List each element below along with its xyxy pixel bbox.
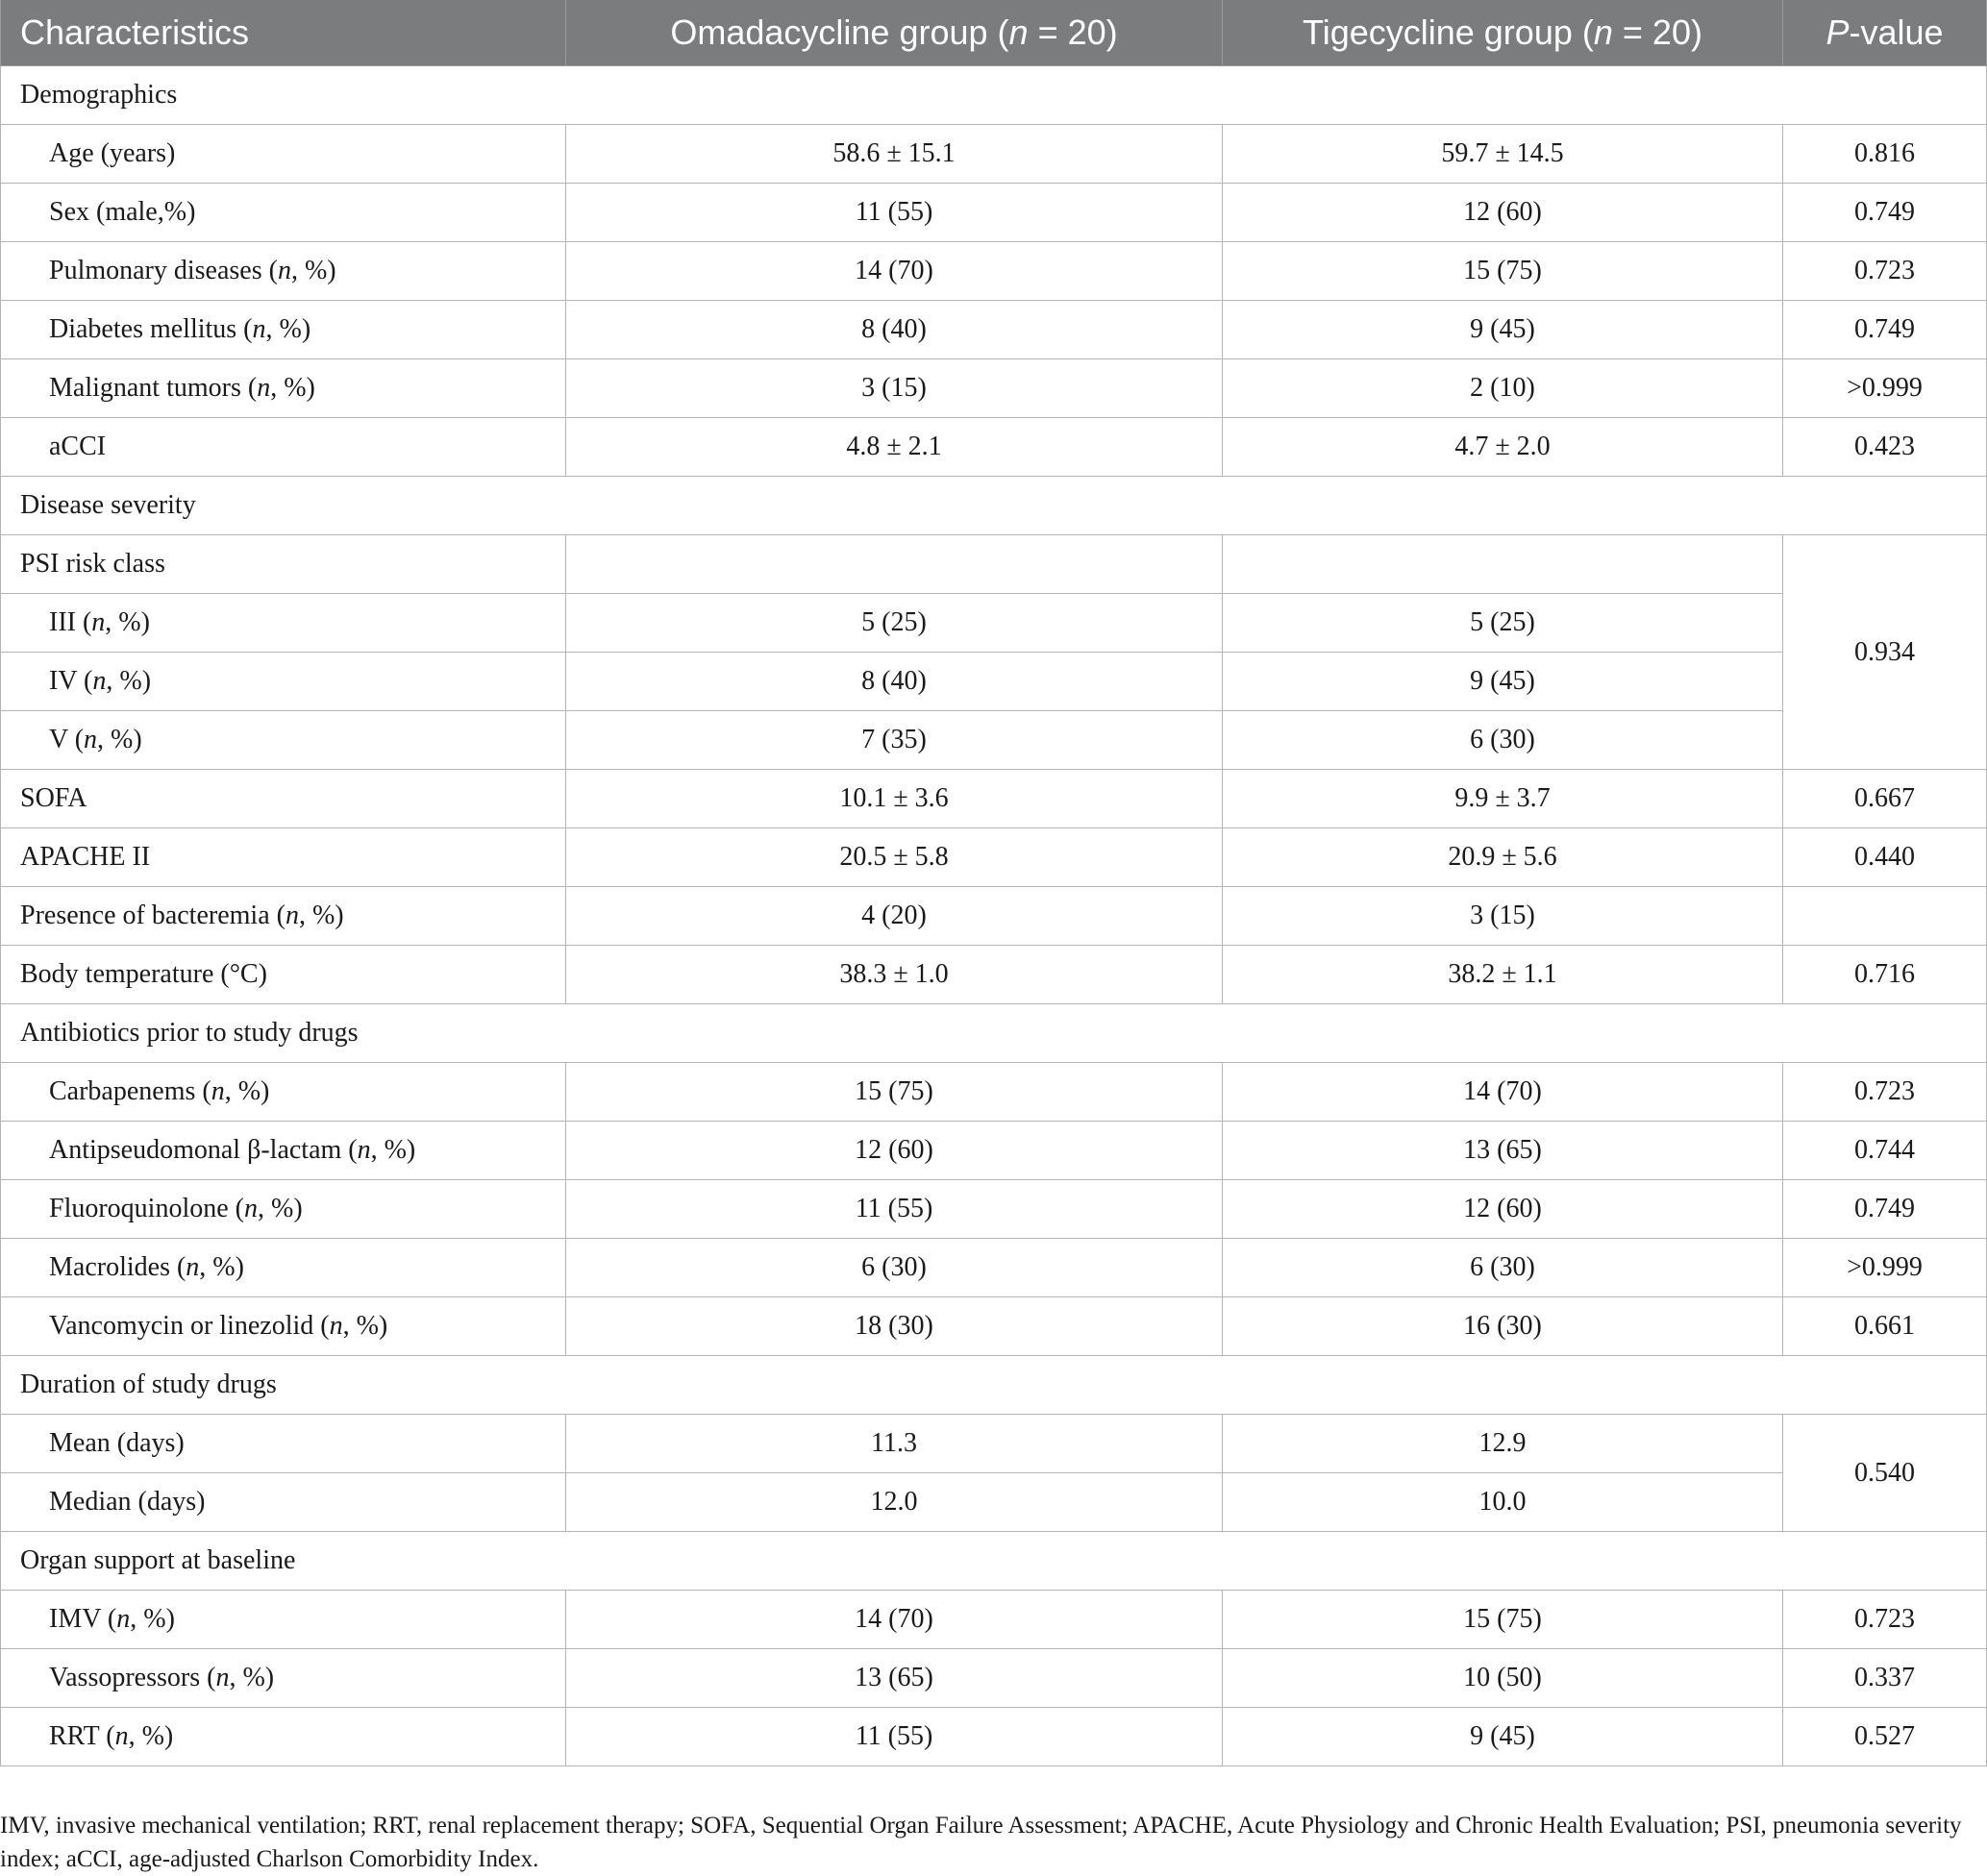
- section-label: Demographics: [1, 66, 1987, 125]
- row-label: V (n, %): [1, 711, 566, 770]
- omadacycline-value: 10.1 ± 3.6: [566, 770, 1223, 828]
- omadacycline-value: 15 (75): [566, 1063, 1223, 1122]
- omadacycline-value: 7 (35): [566, 711, 1223, 770]
- p-value: 0.440: [1783, 828, 1987, 887]
- header-characteristics: Characteristics: [1, 0, 566, 66]
- table-row: [1, 1415, 1987, 1473]
- omadacycline-value: 58.6 ± 15.1: [566, 125, 1223, 184]
- table-row: [1, 1239, 1987, 1297]
- p-value: 0.661: [1783, 1297, 1987, 1356]
- p-value: 0.816: [1783, 125, 1987, 184]
- table-row: [1, 359, 1987, 418]
- row-label: SOFA: [1, 770, 566, 828]
- row-label: PSI risk class: [1, 535, 566, 594]
- tigecycline-value: 6 (30): [1223, 1239, 1783, 1297]
- tigecycline-value: 16 (30): [1223, 1297, 1783, 1356]
- tigecycline-value: 3 (15): [1223, 887, 1783, 946]
- section-row: [1, 1356, 1987, 1415]
- omadacycline-value: 11 (55): [566, 1180, 1223, 1239]
- omadacycline-value: 11.3: [566, 1415, 1223, 1473]
- tigecycline-value: 12 (60): [1223, 1180, 1783, 1239]
- section-label: Organ support at baseline: [1, 1532, 1987, 1591]
- p-value: 0.744: [1783, 1122, 1987, 1180]
- row-label: IMV (n, %): [1, 1591, 566, 1649]
- table-row: [1, 125, 1987, 184]
- tigecycline-value: 10 (50): [1223, 1649, 1783, 1708]
- table-row: [1, 1063, 1987, 1122]
- row-label: aCCI: [1, 418, 566, 477]
- table-row: [1, 184, 1987, 242]
- omadacycline-value: 5 (25): [566, 594, 1223, 653]
- row-label: Mean (days): [1, 1415, 566, 1473]
- section-label: Disease severity: [1, 477, 1987, 535]
- row-label: Pulmonary diseases (n, %): [1, 242, 566, 301]
- omadacycline-value: 8 (40): [566, 301, 1223, 359]
- row-label: APACHE II: [1, 828, 566, 887]
- omadacycline-value: 6 (30): [566, 1239, 1223, 1297]
- table-row: [1, 946, 1987, 1004]
- row-label: Malignant tumors (n, %): [1, 359, 566, 418]
- omadacycline-value: 38.3 ± 1.0: [566, 946, 1223, 1004]
- section-row: [1, 66, 1987, 125]
- omadacycline-value: 12.0: [566, 1473, 1223, 1532]
- table-row: [1, 242, 1987, 301]
- header-tigecycline: Tigecycline group (n = 20): [1223, 0, 1783, 66]
- tigecycline-value: 38.2 ± 1.1: [1223, 946, 1783, 1004]
- row-label: III (n, %): [1, 594, 566, 653]
- row-label: Antipseudomonal β-lactam (n, %): [1, 1122, 566, 1180]
- table-row: [1, 887, 1987, 946]
- tigecycline-value: 15 (75): [1223, 242, 1783, 301]
- p-value: >0.999: [1783, 1239, 1987, 1297]
- table-row: [1, 1591, 1987, 1649]
- tigecycline-value: 9 (45): [1223, 653, 1783, 711]
- section-row: [1, 477, 1987, 535]
- row-label: IV (n, %): [1, 653, 566, 711]
- p-value: >0.999: [1783, 359, 1987, 418]
- tigecycline-value: [1223, 535, 1783, 594]
- p-value: 0.667: [1783, 770, 1987, 828]
- tigecycline-value: 9 (45): [1223, 301, 1783, 359]
- table-row: [1, 711, 1987, 770]
- table-row: [1, 535, 1987, 594]
- p-value: 0.723: [1783, 1591, 1987, 1649]
- row-label: Vancomycin or linezolid (n, %): [1, 1297, 566, 1356]
- table-row: [1, 1649, 1987, 1708]
- tigecycline-value: 9.9 ± 3.7: [1223, 770, 1783, 828]
- tigecycline-value: 59.7 ± 14.5: [1223, 125, 1783, 184]
- omadacycline-value: 4 (20): [566, 887, 1223, 946]
- omadacycline-value: 3 (15): [566, 359, 1223, 418]
- table-row: [1, 594, 1987, 653]
- section-label: Duration of study drugs: [1, 1356, 1987, 1415]
- table-row: [1, 1297, 1987, 1356]
- tigecycline-value: 13 (65): [1223, 1122, 1783, 1180]
- row-label: Macrolides (n, %): [1, 1239, 566, 1297]
- row-label: Fluoroquinolone (n, %): [1, 1180, 566, 1239]
- omadacycline-value: 14 (70): [566, 1591, 1223, 1649]
- tigecycline-value: 9 (45): [1223, 1708, 1783, 1766]
- tigecycline-value: 6 (30): [1223, 711, 1783, 770]
- omadacycline-value: 13 (65): [566, 1649, 1223, 1708]
- row-label: Body temperature (°C): [1, 946, 566, 1004]
- row-label: Vassopressors (n, %): [1, 1649, 566, 1708]
- omadacycline-value: 4.8 ± 2.1: [566, 418, 1223, 477]
- header-p-value: P-value: [1783, 0, 1987, 66]
- row-label: Age (years): [1, 125, 566, 184]
- section-row: [1, 1532, 1987, 1591]
- row-label: Carbapenems (n, %): [1, 1063, 566, 1122]
- tigecycline-value: 4.7 ± 2.0: [1223, 418, 1783, 477]
- omadacycline-value: 12 (60): [566, 1122, 1223, 1180]
- table-row: [1, 653, 1987, 711]
- table-footnote: IMV, invasive mechanical ventilation; RRT, renal replacement therapy; SOFA, Sequential Organ Failure Assessment; APACHE, Acute Physiology and Chronic Health Evaluation; PSI, pneumonia severity index; aCCI, age-adjusted Charlson Comorbidity Index.: [0, 1813, 1962, 1872]
- tigecycline-value: 12 (60): [1223, 184, 1783, 242]
- omadacycline-value: 8 (40): [566, 653, 1223, 711]
- row-label: Median (days): [1, 1473, 566, 1532]
- p-value: 0.723: [1783, 1063, 1987, 1122]
- p-value: 0.540: [1783, 1415, 1987, 1532]
- tigecycline-value: 12.9: [1223, 1415, 1783, 1473]
- p-value: [1783, 887, 1987, 946]
- table-body: [1, 66, 1987, 1766]
- p-value: 0.723: [1783, 242, 1987, 301]
- table-row: [1, 770, 1987, 828]
- p-value: 0.716: [1783, 946, 1987, 1004]
- table-row: [1, 418, 1987, 477]
- p-value: 0.337: [1783, 1649, 1987, 1708]
- row-label: RRT (n, %): [1, 1708, 566, 1766]
- tigecycline-value: 10.0: [1223, 1473, 1783, 1532]
- section-label: Antibiotics prior to study drugs: [1, 1004, 1987, 1063]
- row-label: Sex (male,%): [1, 184, 566, 242]
- p-value: 0.749: [1783, 301, 1987, 359]
- omadacycline-value: 14 (70): [566, 242, 1223, 301]
- header-omadacycline: Omadacycline group (n = 20): [566, 0, 1223, 66]
- tigecycline-value: 2 (10): [1223, 359, 1783, 418]
- omadacycline-value: [566, 535, 1223, 594]
- tigecycline-value: 5 (25): [1223, 594, 1783, 653]
- table-row: [1, 301, 1987, 359]
- section-row: [1, 1004, 1987, 1063]
- p-value: 0.749: [1783, 184, 1987, 242]
- table-row: [1, 828, 1987, 887]
- row-label: Presence of bacteremia (n, %): [1, 887, 566, 946]
- header-row: [1, 0, 1987, 66]
- omadacycline-value: 11 (55): [566, 1708, 1223, 1766]
- omadacycline-value: 20.5 ± 5.8: [566, 828, 1223, 887]
- p-value: 0.934: [1783, 535, 1987, 770]
- p-value: 0.749: [1783, 1180, 1987, 1239]
- tigecycline-value: 20.9 ± 5.6: [1223, 828, 1783, 887]
- omadacycline-value: 11 (55): [566, 184, 1223, 242]
- tigecycline-value: 14 (70): [1223, 1063, 1783, 1122]
- row-label: Diabetes mellitus (n, %): [1, 301, 566, 359]
- table-row: [1, 1473, 1987, 1532]
- p-value: 0.423: [1783, 418, 1987, 477]
- table-row: [1, 1708, 1987, 1766]
- tigecycline-value: 15 (75): [1223, 1591, 1783, 1649]
- omadacycline-value: 18 (30): [566, 1297, 1223, 1356]
- p-value: 0.527: [1783, 1708, 1987, 1766]
- table-row: [1, 1122, 1987, 1180]
- table-row: [1, 1180, 1987, 1239]
